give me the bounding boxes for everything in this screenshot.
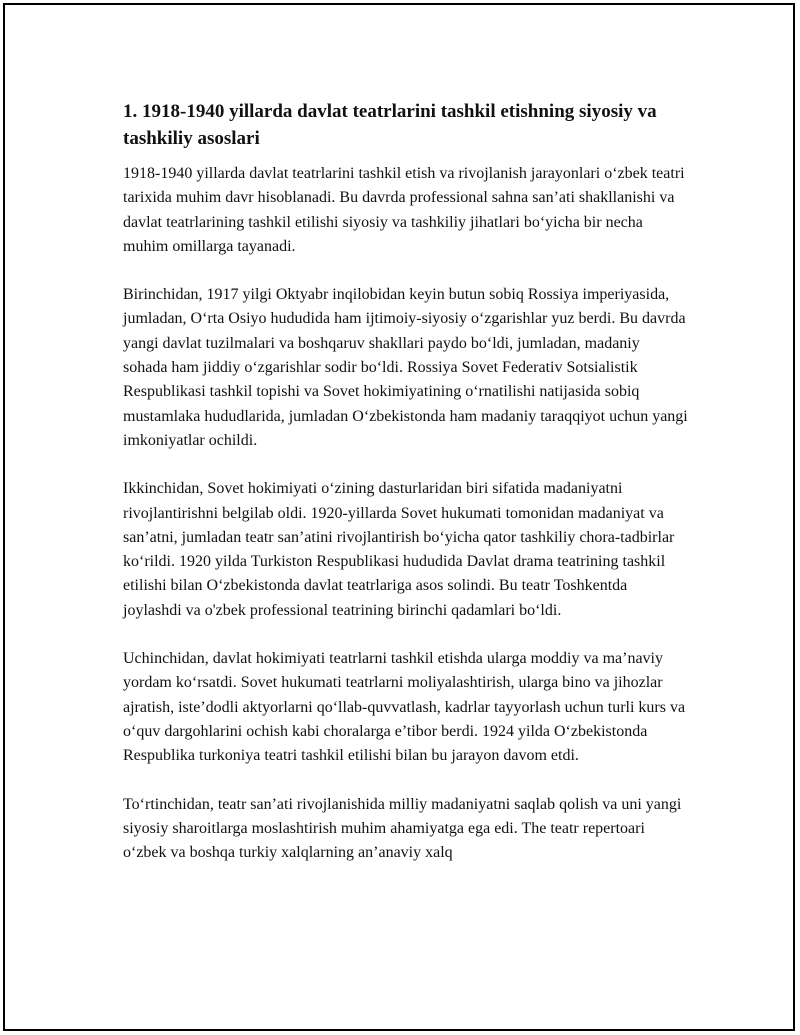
paragraph-second-point: Ikkinchidan, Sovet hokimiyati o‘zining dasturlaridan biri sifatida madaniyatni rivojlantirishni belgilab oldi. 1920-yillarda Sovet hukumati tomonidan madaniyat va san’atni, jumladan teatr san’atini rivojlantirish bo‘yicha qator tashkiliy chora-tadbirlar ko‘rildi. 1920 yilda Turkiston Respublikasi hududida Davlat drama teatrining tashkil etilishi bilan O‘zbekistonda davlat teatrlariga asos solindi. Bu teatr Toshkentda joylashdi va o'zbek professional teatrining birinchi qadamlari bo‘ldi. [123,480,675,619]
paragraph-third-point: Uchinchidan, davlat hokimiyati teatrlarni tashkil etishda ularga moddiy va ma’naviy yordam ko‘rsatdi. Sovet hukumati teatrlarni moliyalashtirish, ularga bino va jihozlar ajratish, iste’dodli aktyorlarni qo‘llab-quvvatlash, kadrlar tayyorlash uchun turli kurs va o‘quv dargohlarini ochish kabi choralarga e’tibor berdi. 1924 yilda O‘zbekistonda Respublika turkoniya teatri tashkil etilishi bilan bu jarayon davom etdi. [123,650,686,765]
page-frame [3,3,795,1031]
paragraph-first-point: Birinchidan, 1917 yilgi Oktyabr inqilobidan keyin butun sobiq Rossiya imperiyasida, jumladan, O‘rta Osiyo hududida ham ijtimoiy-siyosiy o‘zgarishlar yuz berdi. Bu davrda yangi davlat tuzilmalari va boshqaruv shakllari paydo bo‘ldi, jumladan, madaniy sohada ham jiddiy o‘zgarishlar sodir bo‘ldi. Rossiya Sovet Federativ Sotsialistik Respublikasi tashkil topishi va Sovet hokimiyatining o‘rnatilishi natijasida sobiq mustamlaka hududlarida, jumladan O‘zbekistonda ham madaniy taraqqiyot uchun yangi imkoniyatlar ochildi. [123,286,688,449]
document-body [123,98,688,889]
section-heading: 1. 1918-1940 yillarda davlat teatrlarini tashkil etishning siyosiy va tashkiliy asoslari [123,101,657,149]
paragraph-intro: 1918-1940 yillarda davlat teatrlarini tashkil etish va rivojlanish jarayonlari o‘zbek teatri tarixida muhim davr hisoblanadi. Bu davrda professional sahna san’ati shakllanishi va davlat teatrlarining tashkil etilishi siyosiy va tashkiliy jihatlari bo‘yicha bir necha muhim omillarga tayanadi. [123,165,685,255]
paragraph-fourth-point: To‘rtinchidan, teatr san’ati rivojlanishida milliy madaniyatni saqlab qolish va uni yangi siyosiy sharoitlarga moslashtirish muhim ahamiyatga ega edi. The teatr repertoari o‘zbek va boshqa turkiy xalqlarning an’anaviy xalq [123,795,682,862]
